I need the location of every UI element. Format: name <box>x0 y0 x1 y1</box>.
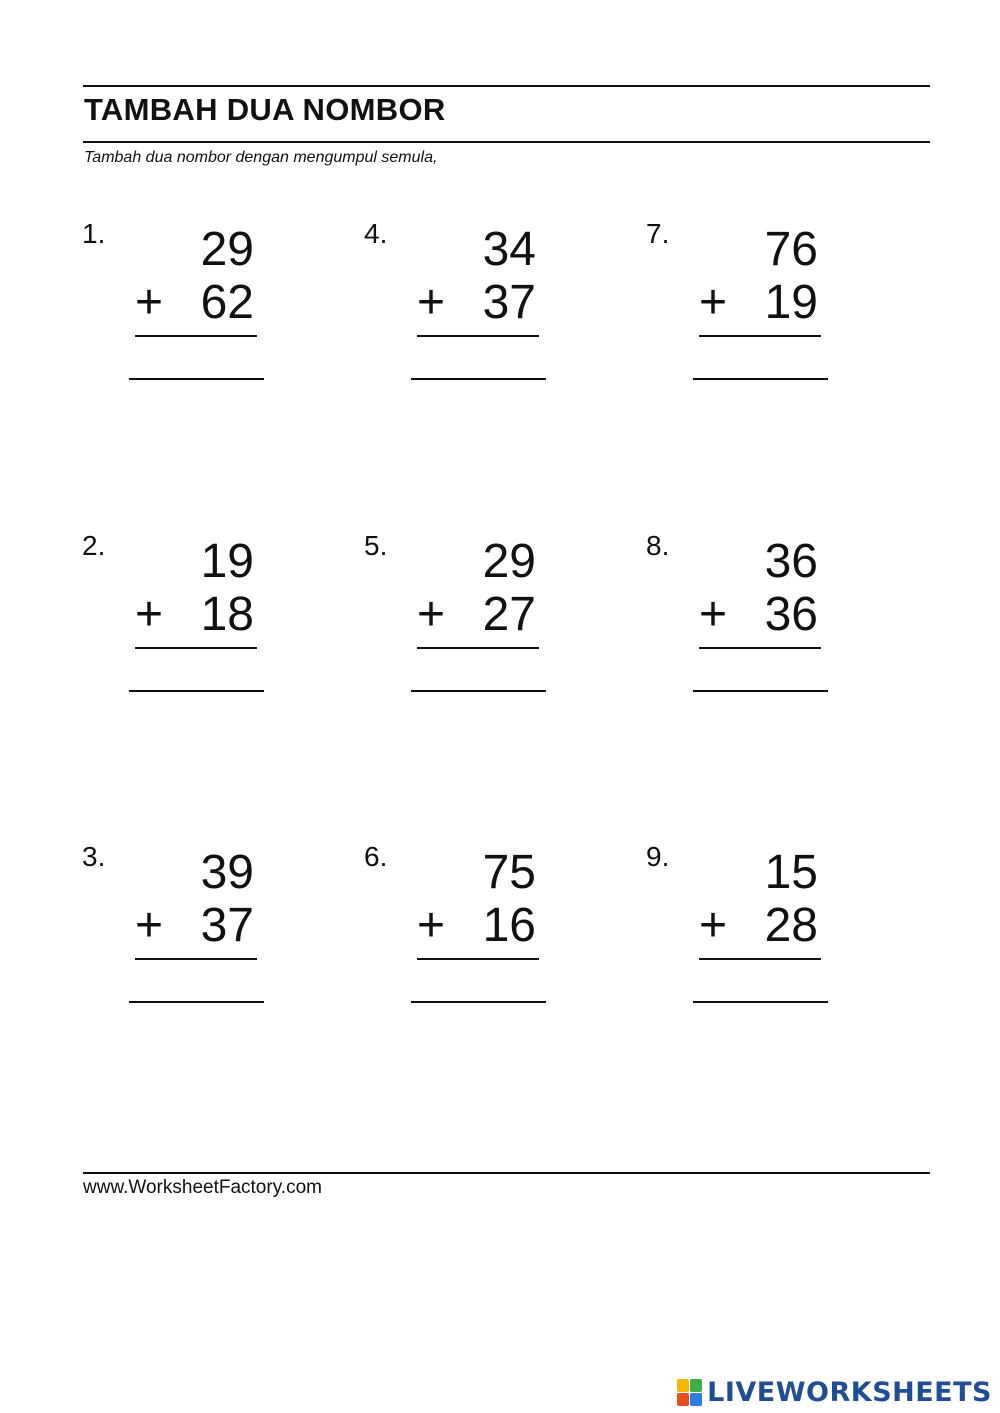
plus-sign: + <box>135 899 164 952</box>
first-addend: 76 <box>764 223 818 276</box>
first-addend: 15 <box>764 846 818 899</box>
problem-7 <box>646 218 906 418</box>
first-addend: 36 <box>764 535 818 588</box>
problem-4 <box>364 218 624 418</box>
problem-5 <box>364 530 624 730</box>
plus-sign: + <box>699 588 728 641</box>
second-addend-row <box>699 898 821 960</box>
second-addend: 62 <box>200 276 254 329</box>
problem-number: 4. <box>364 218 388 249</box>
answer-blank[interactable] <box>693 1001 828 1003</box>
second-addend-row <box>699 587 821 649</box>
first-addend: 34 <box>482 223 536 276</box>
answer-blank[interactable] <box>693 690 828 692</box>
liveworksheets-brand <box>677 1377 992 1408</box>
worksheet-title: TAMBAH DUA NOMBOR <box>84 92 446 127</box>
first-addend: 75 <box>482 846 536 899</box>
plus-sign: + <box>417 899 446 952</box>
problem-number: 9. <box>646 841 670 872</box>
answer-blank[interactable] <box>411 378 546 380</box>
problem-number: 1. <box>82 218 106 249</box>
second-addend: 16 <box>482 899 536 952</box>
problem-number: 8. <box>646 530 670 561</box>
problem-6 <box>364 841 624 1041</box>
plus-sign: + <box>699 899 728 952</box>
problem-number: 7. <box>646 218 670 249</box>
second-addend: 27 <box>482 588 536 641</box>
second-addend: 37 <box>200 899 254 952</box>
first-addend: 29 <box>200 223 254 276</box>
worksheet-instructions: Tambah dua nombor dengan mengumpul semula, <box>84 149 438 166</box>
second-addend: 19 <box>764 276 818 329</box>
second-addend-row <box>417 275 539 337</box>
second-addend-row <box>417 898 539 960</box>
liveworksheets-logo-icon <box>677 1379 703 1407</box>
problem-number: 6. <box>364 841 388 872</box>
answer-blank[interactable] <box>411 690 546 692</box>
answer-blank[interactable] <box>411 1001 546 1003</box>
problem-2 <box>82 530 342 730</box>
problem-number: 3. <box>82 841 106 872</box>
second-addend: 28 <box>764 899 818 952</box>
header-top-rule <box>83 85 930 87</box>
problem-9 <box>646 841 906 1041</box>
plus-sign: + <box>135 588 164 641</box>
problem-3 <box>82 841 342 1041</box>
second-addend-row <box>699 275 821 337</box>
footer-website: www.WorksheetFactory.com <box>83 1177 322 1198</box>
header-bottom-rule <box>83 141 930 143</box>
problem-8 <box>646 530 906 730</box>
answer-blank[interactable] <box>129 378 264 380</box>
plus-sign: + <box>417 276 446 329</box>
plus-sign: + <box>135 276 164 329</box>
problem-number: 2. <box>82 530 106 561</box>
second-addend-row <box>135 275 257 337</box>
second-addend: 36 <box>764 588 818 641</box>
footer-rule <box>83 1172 930 1174</box>
answer-blank[interactable] <box>129 1001 264 1003</box>
brand-name: LIVEWORKSHEETS <box>707 1377 992 1408</box>
second-addend-row <box>135 898 257 960</box>
first-addend: 39 <box>200 846 254 899</box>
first-addend: 19 <box>200 535 254 588</box>
second-addend-row <box>135 587 257 649</box>
plus-sign: + <box>417 588 446 641</box>
problem-1 <box>82 218 342 418</box>
answer-blank[interactable] <box>693 378 828 380</box>
plus-sign: + <box>699 276 728 329</box>
first-addend: 29 <box>482 535 536 588</box>
second-addend-row <box>417 587 539 649</box>
second-addend: 18 <box>200 588 254 641</box>
second-addend: 37 <box>482 276 536 329</box>
problem-number: 5. <box>364 530 388 561</box>
answer-blank[interactable] <box>129 690 264 692</box>
